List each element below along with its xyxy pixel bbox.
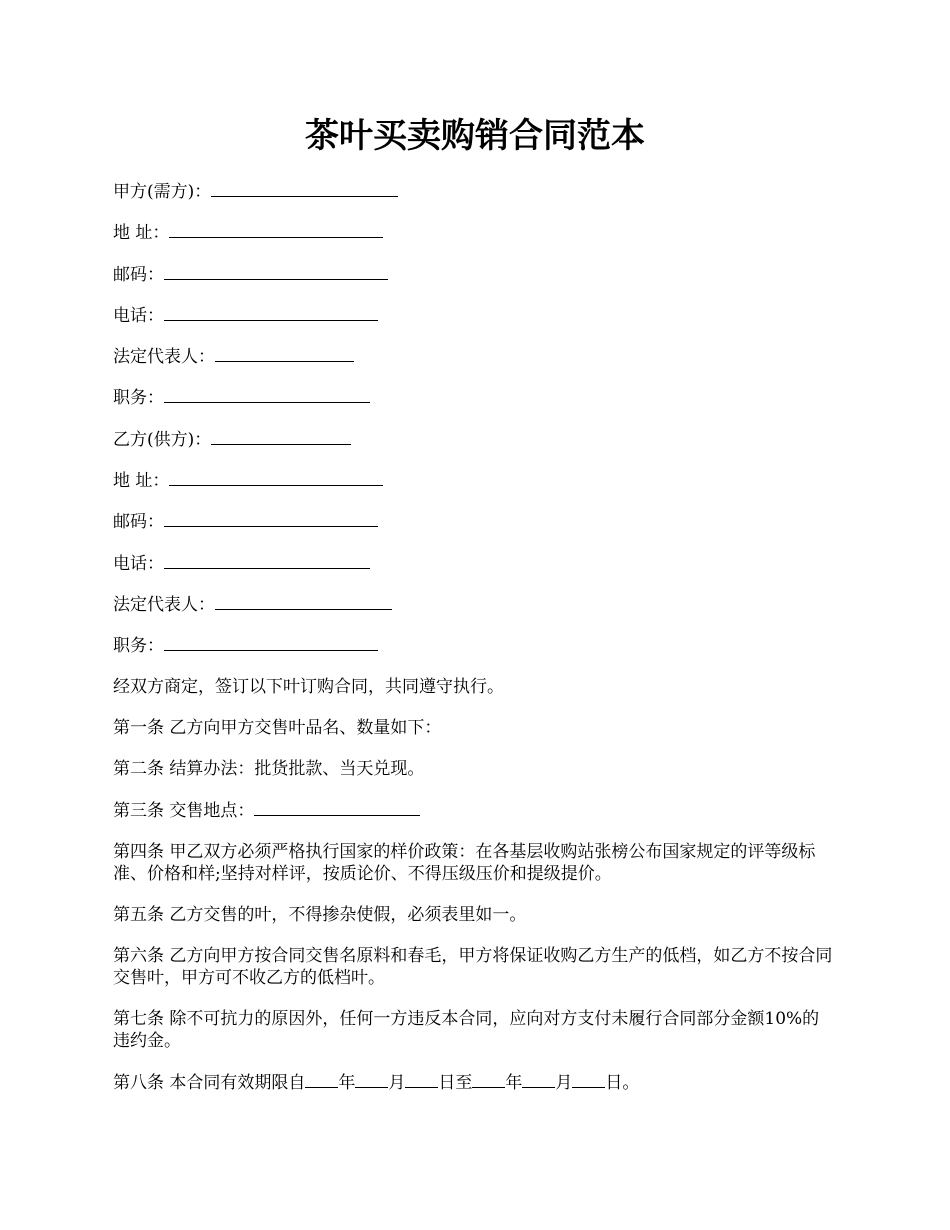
party-b-phone-label: 电话： — [113, 553, 164, 574]
start-year-label: 年 — [338, 1072, 356, 1093]
party-a-postcode-label: 邮码： — [113, 264, 164, 285]
party-b-legal-rep-label: 法定代表人： — [113, 594, 215, 615]
party-a-position-field — [113, 386, 833, 408]
party-b-address-field — [113, 469, 833, 491]
party-a-address-label: 地 址： — [113, 223, 170, 244]
party-b-position-blank[interactable] — [164, 634, 378, 651]
party-a-phone-field — [113, 304, 833, 326]
party-a-phone-label: 电话： — [113, 305, 164, 326]
end-month-label: 月 — [555, 1072, 573, 1093]
start-day-blank[interactable] — [405, 1071, 438, 1088]
intro-paragraph: 经双方商定，签订以下叶订购合同，共同遵守执行。 — [113, 676, 504, 697]
end-year-blank[interactable] — [472, 1071, 505, 1088]
article-3-blank[interactable] — [254, 799, 420, 816]
document-title: 茶叶买卖购销合同范本 — [305, 116, 645, 156]
party-a-name-blank[interactable] — [211, 180, 398, 197]
party-a-position-label: 职务： — [113, 388, 164, 409]
party-b-phone-blank[interactable] — [164, 552, 370, 569]
party-b-postcode-field — [113, 510, 833, 532]
party-b-address-label: 地 址： — [113, 471, 170, 492]
party-b-legal-rep-field — [113, 593, 833, 615]
party-a-postcode-field — [113, 263, 833, 285]
party-a-legal-rep-label: 法定代表人： — [113, 347, 215, 368]
party-a-postcode-blank[interactable] — [164, 263, 388, 280]
party-a-phone-blank[interactable] — [164, 304, 378, 321]
party-a-address-field — [113, 221, 833, 243]
party-b-position-label: 职务： — [113, 636, 164, 657]
end-month-blank[interactable] — [522, 1071, 555, 1088]
document-body — [113, 180, 833, 1113]
party-b-address-blank[interactable] — [169, 469, 383, 486]
party-b-position-field — [113, 634, 833, 656]
start-month-blank[interactable] — [355, 1071, 388, 1088]
article-2: 第二条 结算办法：批货批款、当天兑现。 — [113, 758, 425, 779]
end-day-label: 日。 — [605, 1072, 640, 1093]
party-b-postcode-label: 邮码： — [113, 512, 164, 533]
end-year-label: 年 — [505, 1072, 523, 1093]
party-a-legal-rep-blank[interactable] — [215, 345, 354, 362]
start-month-label: 月 — [388, 1072, 406, 1093]
party-b-legal-rep-blank[interactable] — [215, 593, 392, 610]
party-b-name-label: 乙方(供方)： — [113, 429, 212, 450]
party-a-name-field — [113, 180, 833, 202]
article-3-label: 第三条 交售地点： — [113, 800, 255, 821]
article-3 — [113, 799, 833, 822]
party-a-legal-rep-field — [113, 345, 833, 367]
start-year-blank[interactable] — [305, 1071, 338, 1088]
article-5: 第五条 乙方交售的叶，不得掺杂使假，必须表里如一。 — [113, 904, 527, 925]
end-day-blank[interactable] — [572, 1071, 605, 1088]
article-7: 第七条 除不可抗力的原因外，任何一方违反本合同，应向对方支付未履行合同部分金额10%的违约金。 — [113, 1008, 820, 1051]
start-day-label: 日至 — [438, 1072, 473, 1093]
party-b-name-blank[interactable] — [211, 428, 351, 445]
article-8-prefix: 第八条 本合同有效期限自 — [113, 1072, 306, 1093]
article-1: 第一条 乙方向甲方交售叶品名、数量如下： — [113, 717, 442, 738]
party-b-postcode-blank[interactable] — [164, 510, 378, 527]
article-8 — [113, 1071, 833, 1094]
party-a-address-blank[interactable] — [169, 221, 383, 238]
article-4: 第四条 甲乙双方必须严格执行国家的样价政策：在各基层收购站张榜公布国家规定的评等级标准、价格和样;坚持对样评，按质论价、不得压级压价和提级提价。 — [113, 841, 816, 884]
party-b-phone-field — [113, 552, 833, 574]
party-b-name-field — [113, 428, 833, 450]
article-6: 第六条 乙方向甲方按合同交售名原料和春毛，甲方将保证收购乙方生产的低档，如乙方不按合同交售叶，甲方可不收乙方的低档叶。 — [113, 945, 833, 988]
party-a-name-label: 甲方(需方)： — [113, 182, 212, 202]
party-a-position-blank[interactable] — [164, 386, 370, 403]
